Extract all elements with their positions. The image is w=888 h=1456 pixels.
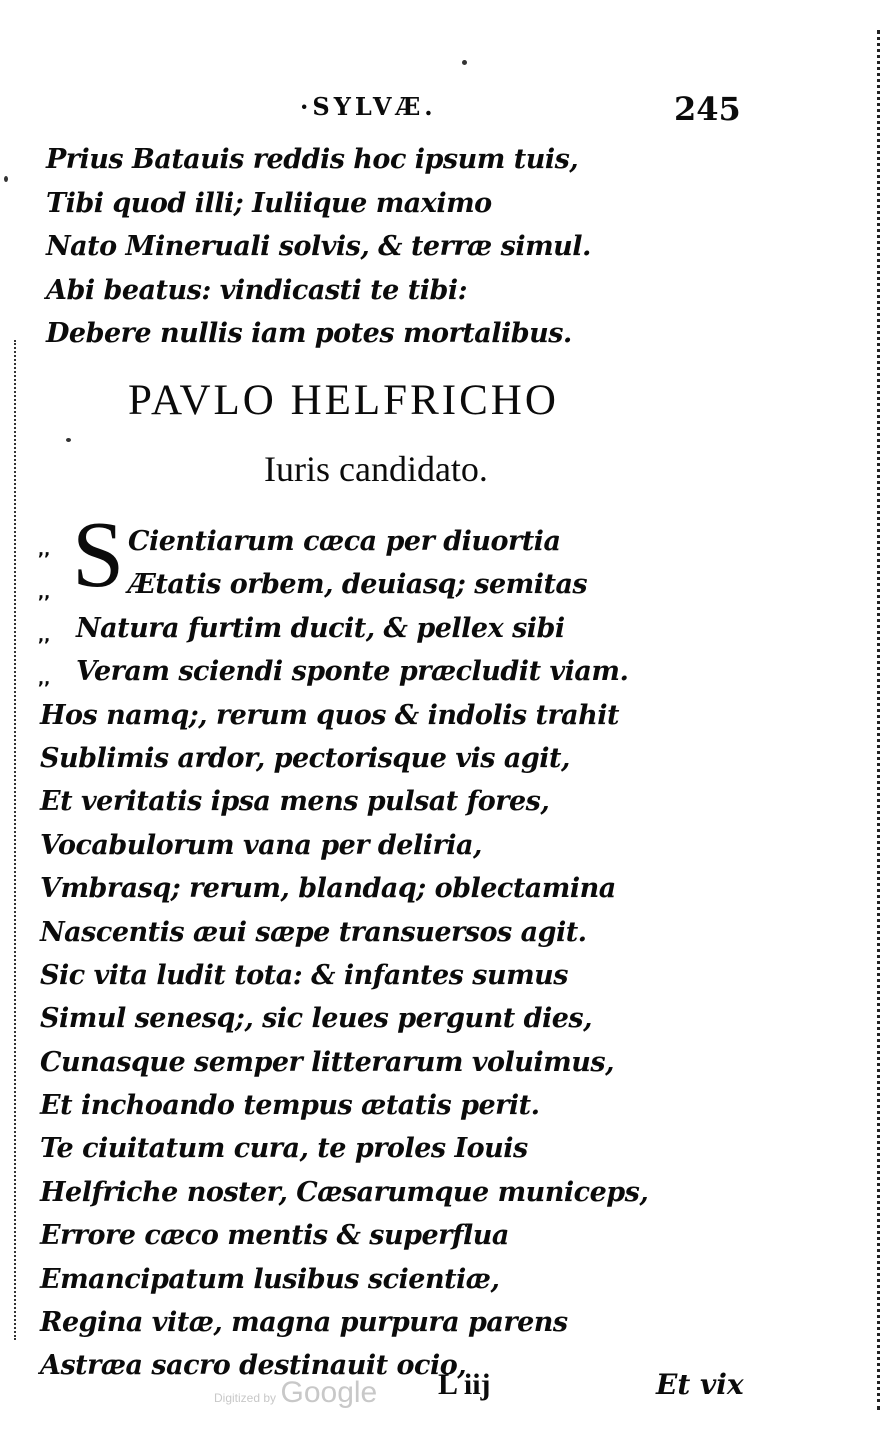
signature-mark: L iij <box>438 1368 491 1401</box>
quote-mark: ,, <box>38 669 51 688</box>
verse-line: Debere nullis iam potes mortalibus. <box>46 318 572 349</box>
poem-line: Vmbrasq; rerum, blandaq; oblectamina <box>40 873 616 905</box>
poem-line: Regina vitæ, magna purpura parens <box>40 1307 568 1339</box>
page-edge-left <box>14 340 18 1340</box>
catchword: Et vix <box>656 1368 744 1401</box>
poem-line: Veram sciendi sponte præcludit viam. <box>76 656 629 688</box>
poem-line: Vocabulorum vana per deliria, <box>40 829 482 861</box>
poem-line: Hos namq;, rerum quos & indolis trahit <box>40 699 620 731</box>
page-number: 245 <box>674 90 741 128</box>
quote-mark: ,, <box>38 540 51 559</box>
quote-mark: ,, <box>38 583 51 602</box>
poem-line: Et inchoando tempus ætatis perit. <box>40 1090 540 1122</box>
drop-cap: S <box>72 503 125 607</box>
poem-body <box>40 520 648 1388</box>
verse-line: Prius Batauis reddis hoc ipsum tuis, <box>46 144 579 175</box>
poem-line: Astræa sacro destinauit ocio, <box>40 1350 467 1382</box>
poem-line: Sublimis ardor, pectorisque vis agit, <box>40 742 570 774</box>
poem-line: Cunasque semper litterarum voluimus, <box>40 1046 614 1078</box>
poem-line: Te ciuitatum cura, te proles Iouis <box>40 1133 528 1165</box>
poem-line: Emancipatum lusibus scientiæ, <box>40 1263 500 1295</box>
poem-subtitle: Iuris candidato. <box>264 449 488 489</box>
ink-speck <box>66 438 71 442</box>
quote-mark: ,, <box>38 626 51 645</box>
poem-title: PAVLO HELFRICHO <box>128 377 559 424</box>
verse-line: Nato Mineruali solvis, & terræ simul. <box>46 231 591 262</box>
ink-speck <box>4 176 8 182</box>
ink-speck <box>462 60 467 65</box>
google-label: Google <box>280 1376 378 1409</box>
poem-line: Simul senesq;, sic leues pergunt dies, <box>40 1003 592 1035</box>
poem-line: Cientiarum cæca per diuortia <box>128 526 561 557</box>
verse-line: Tibi quod illi; Iuliique maximo <box>46 187 492 219</box>
running-head: ·SYLVÆ. <box>300 92 437 121</box>
verse-line: Abi beatus: vindicasti te tibi: <box>46 274 468 306</box>
poem-line: Helfriche noster, Cæsarumque municeps, <box>40 1176 649 1208</box>
google-watermark <box>214 1376 377 1410</box>
poem-line: Natura furtim ducit, & pellex sibi <box>76 612 565 644</box>
poem-line: Et veritatis ipsa mens pulsat fores, <box>40 786 550 818</box>
digitized-label: Digitized by <box>214 1391 277 1405</box>
page-edge-right <box>875 30 880 1410</box>
poem-line: Ætatis orbem, deuiasq; semitas <box>128 569 588 601</box>
poem-line: Nascentis æui sæpe transuersos agit. <box>40 916 587 948</box>
verse-top <box>46 138 591 356</box>
poem-line: Errore cæco mentis & superflua <box>40 1220 509 1252</box>
poem-line: Sic vita ludit tota: & infantes sumus <box>40 959 568 991</box>
